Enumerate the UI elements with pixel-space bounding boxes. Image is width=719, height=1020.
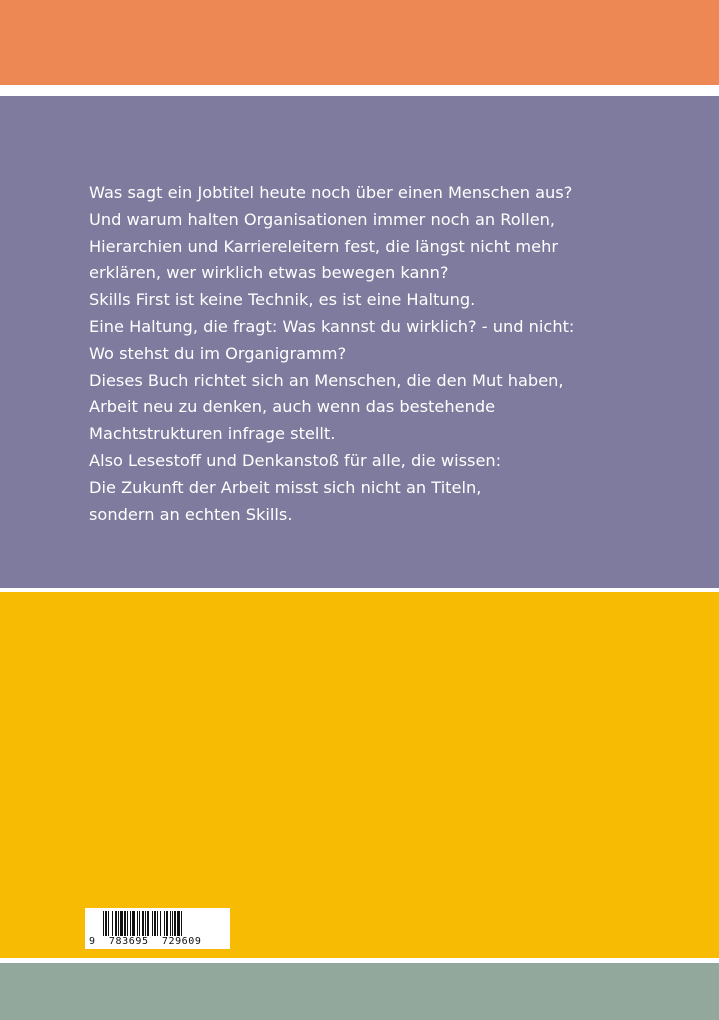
- blurb-line: Was sagt ein Jobtitel heute noch über einen Menschen aus?: [89, 183, 573, 202]
- blurb-line: Eine Haltung, die fragt: Was kannst du wirklich? - und nicht:: [89, 316, 575, 336]
- barcode-bar: [154, 911, 156, 936]
- blurb-line: Dieses Buch richtet sich an Menschen, die den Mut haben,: [89, 370, 564, 390]
- barcode-bar: [139, 911, 140, 936]
- back-cover-blurb: [89, 180, 649, 528]
- blurb-line: Wo stehst du im Organigramm?: [89, 343, 347, 363]
- bottom-color-band: [0, 963, 719, 1020]
- barcode-bar: [166, 911, 168, 936]
- barcode-bar: [172, 911, 173, 936]
- barcode-bar: [170, 911, 171, 936]
- middle-color-band: [0, 592, 719, 958]
- blurb-line: Also Lesestoff und Denkanstoß für alle, die wissen:: [89, 450, 502, 470]
- blurb-line: Skills First ist keine Technik, es ist eine Haltung.: [89, 290, 476, 310]
- blurb-line: sondern an echten Skills.: [89, 504, 293, 524]
- barcode-bar: [181, 911, 182, 936]
- barcode-bar: [137, 911, 138, 936]
- blurb-line: Und warum halten Organisationen immer noch an Rollen,: [89, 209, 556, 229]
- barcode-bar: [157, 911, 158, 936]
- blurb-line: Machtstrukturen infrage stellt.: [89, 424, 336, 444]
- barcode-bar: [120, 911, 123, 936]
- blurb-line: Die Zukunft der Arbeit misst sich nicht an Titeln,: [89, 477, 482, 497]
- barcode-bars: [85, 908, 230, 938]
- barcode-bar: [118, 911, 119, 936]
- barcode-bar: [103, 911, 104, 936]
- top-color-band: [0, 0, 719, 85]
- barcode-bar: [130, 911, 131, 936]
- barcode-bar: [108, 911, 109, 936]
- blurb-line: erklären, wer wirklich etwas bewegen kann?: [89, 263, 449, 283]
- barcode-bar: [132, 911, 135, 936]
- barcode-bar: [105, 911, 107, 936]
- barcode-bar: [142, 911, 144, 936]
- barcode-bar: [152, 911, 153, 936]
- barcode-bar: [112, 911, 113, 936]
- blurb-line: Arbeit neu zu denken, auch wenn das bestehende: [89, 397, 496, 417]
- barcode-bar: [115, 911, 117, 936]
- blurb-line: Hierarchien und Karriereleitern fest, die längst nicht mehr: [89, 236, 559, 256]
- barcode-bar: [124, 911, 126, 936]
- barcode-bar: [127, 911, 128, 936]
- barcode-bar: [147, 911, 149, 936]
- barcode-bar: [145, 911, 146, 936]
- isbn-barcode: [85, 908, 230, 949]
- barcode-bar: [174, 911, 176, 936]
- barcode-bar: [177, 911, 180, 936]
- barcode-bar: [164, 911, 165, 936]
- barcode-digits: 9 783695 729609: [89, 936, 202, 947]
- barcode-bar: [160, 911, 161, 936]
